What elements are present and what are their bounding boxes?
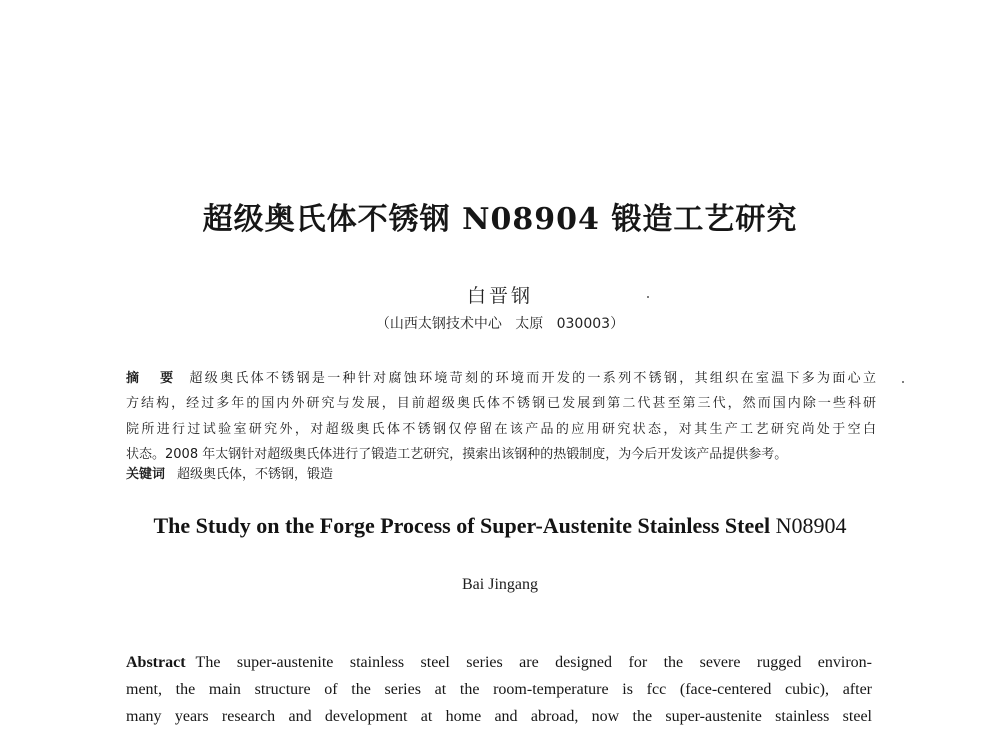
abstract-english (126, 649, 872, 730)
abstract-chinese-line: 状态。2008 年太钢针对超级奥氏体进行了锻造工艺研究，摸索出该钢种的热锻制度，为今后开发该产品提供参考。 (126, 446, 788, 462)
author-name-chinese: 白晋钢 (466, 285, 533, 307)
abstract-english-label: Abstract (126, 654, 186, 671)
paper-title-english-main: The Study on the Forge Process of Super-Austenite Stainless Steel (153, 513, 776, 538)
abstract-english-line (126, 649, 872, 676)
abstract-chinese-label: 摘 要 (126, 371, 182, 386)
abstract-english-line: ment, the main structure of the series at the room-temperature is fcc (face-centered cubic), after (126, 681, 872, 698)
abstract-chinese-line: 方结构，经过多年的国内外研究与发展，目前超级奥氏体不锈钢已发展到第二代甚至第三代，然而国内除一些科研 (126, 396, 876, 412)
paper-title-english-code: N08904 (775, 513, 847, 538)
scan-speck (902, 381, 904, 383)
abstract-english-line: many years research and development at home and abroad, now the super-austenite stainless steel (126, 708, 872, 725)
abstract-chinese-line (126, 366, 876, 391)
paper-title-english (0, 513, 1000, 539)
abstract-chinese (126, 366, 876, 467)
scan-speck (647, 296, 649, 298)
author-name-english: Bai Jingang (462, 576, 538, 593)
abstract-english-text: The super-austenite stainless steel series are designed for the severe rugged environ- (195, 654, 872, 671)
paper-title-chinese: 超级奥氏体不锈钢 N08904 锻造工艺研究 (202, 202, 798, 237)
abstract-chinese-line: 院所进行过试验室研究外，对超级奥氏体不锈钢仅停留在该产品的应用研究状态，对其生产工艺研究尚处于空白 (126, 421, 876, 437)
keywords-chinese (126, 463, 876, 482)
keywords-chinese-label: 关键词 (126, 467, 166, 482)
abstract-chinese-text: 超级奥氏体不锈钢是一种针对腐蚀环境苛刻的环境而开发的一系列不锈钢，其组织在室温下多为面心立 (189, 371, 876, 386)
author-affiliation: （山西太钢技术中心 太原 030003） (375, 316, 625, 332)
keywords-chinese-text: 超级奥氏体，不锈钢，锻造 (177, 467, 334, 482)
